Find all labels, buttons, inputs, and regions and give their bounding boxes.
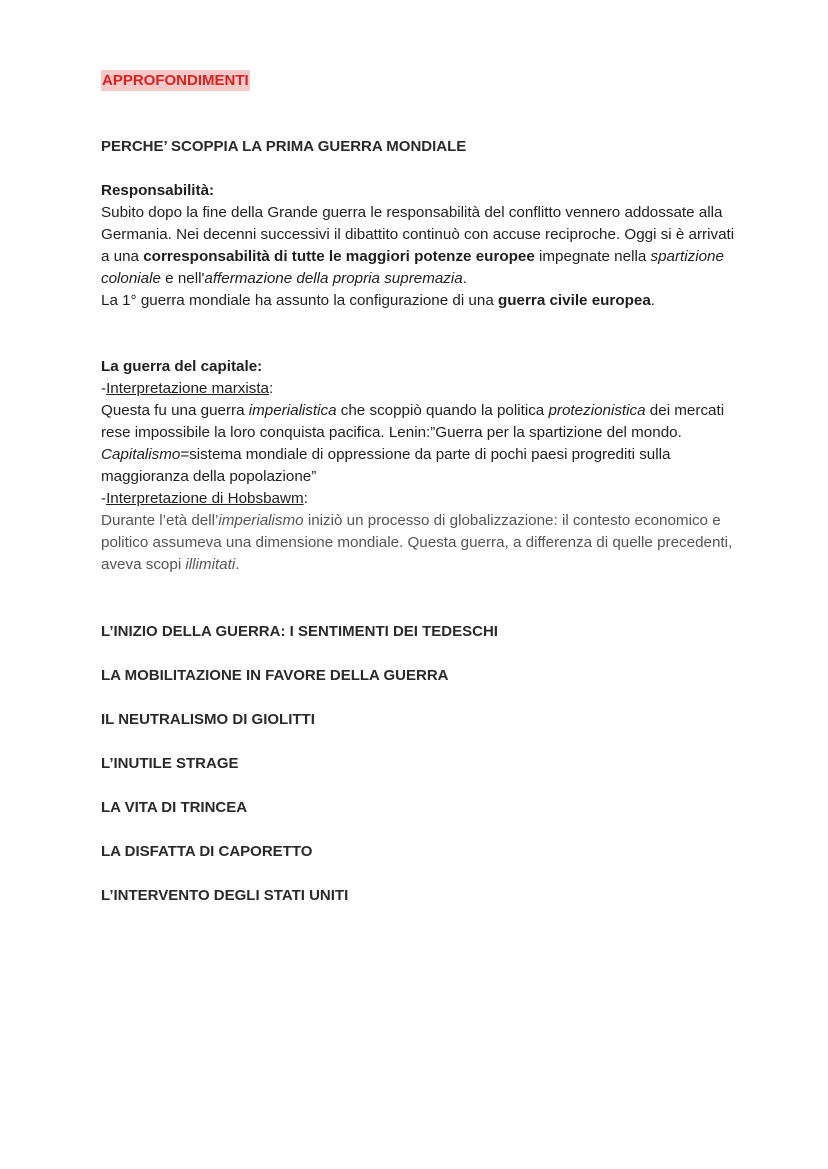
italic-run: Capitalismo — [101, 446, 181, 463]
text-run: iniziò un processo di globalizzazione: il contesto economico e politico assumeva una dimensione mondiale. Questa guerra, a differenza di quelle precedenti, aveva scopi — [101, 512, 733, 573]
text-run: - — [101, 490, 107, 507]
text-run: . — [462, 270, 467, 287]
text-run: Questa fu una guerra — [101, 402, 249, 419]
heading-caporetto: LA DISFATTA DI CAPORETTO — [101, 843, 313, 860]
text-run: Subito dopo la fine della Grande guerra le responsabilità del conflitto vennero addossate alla Germania. Nei decenni successivi il dibattito continuò con accuse reciproche. Oggi si è arrivati a una — [101, 204, 735, 265]
text-run: che scoppiò quando la politica — [336, 402, 549, 419]
italic-run: affermazione della propria supremazia — [204, 270, 463, 287]
heading-mobilitazione: LA MOBILITAZIONE IN FAVORE DELLA GUERRA — [101, 667, 449, 684]
italic-run: illimitati — [185, 556, 236, 573]
italic-run: protezionistica — [548, 402, 646, 419]
capitale-section — [101, 356, 741, 576]
interpretazione-hobsbawm-label — [101, 488, 741, 510]
underlined-run: Interpretazione di Hobsbawm — [106, 490, 304, 507]
interpretazione-marxista-label — [101, 378, 741, 400]
heading-neutralismo: IL NEUTRALISMO DI GIOLITTI — [101, 711, 315, 728]
text-run: : — [303, 490, 308, 507]
underlined-run: Interpretazione marxista — [106, 380, 269, 397]
section-tag: APPROFONDIMENTI — [102, 72, 249, 89]
guerra-civile-paragraph — [101, 290, 741, 312]
responsabilita-section — [101, 180, 741, 312]
text-run: Durante l’età dell’ — [101, 512, 219, 529]
responsabilita-heading: Responsabilità: — [101, 182, 215, 199]
text-run: dei mercati rese impossibile la loro conquista pacifica. Lenin:”Guerra per la spartizione del mondo. — [101, 402, 725, 441]
text-run: e nell' — [160, 270, 205, 287]
marxista-paragraph — [101, 400, 741, 488]
main-title: PERCHE’ SCOPPIA LA PRIMA GUERRA MONDIALE — [101, 138, 467, 155]
text-run: - — [101, 380, 107, 397]
italic-run: spartizione coloniale — [101, 248, 724, 287]
heading-inutile-strage: L’INUTILE STRAGE — [101, 755, 239, 772]
hobsbawm-paragraph — [101, 510, 741, 576]
heading-inizio-guerra: L’INIZIO DELLA GUERRA: I SENTIMENTI DEI TEDESCHI — [101, 623, 498, 640]
bold-run: corresponsabilità di tutte le maggiori potenze europee — [143, 248, 535, 265]
italic-run: imperialismo — [218, 512, 304, 529]
bold-run: guerra civile europea — [498, 292, 651, 309]
capitale-heading: La guerra del capitale: — [101, 358, 263, 375]
responsabilita-paragraph — [101, 202, 741, 290]
text-run: impegnate nella — [534, 248, 651, 265]
heading-vita-trincea: LA VITA DI TRINCEA — [101, 799, 248, 816]
text-run: La 1° guerra mondiale ha assunto la configurazione di una — [101, 292, 498, 309]
text-run: : — [268, 380, 274, 397]
heading-stati-uniti: L’INTERVENTO DEGLI STATI UNITI — [101, 887, 349, 904]
text-run: . — [650, 292, 656, 309]
text-run: . — [235, 556, 240, 573]
text-run: =sistema mondiale di oppressione da parte di pochi paesi progrediti sulla maggioranza della popolazione” — [101, 446, 671, 485]
italic-run: imperialistica — [248, 402, 337, 419]
